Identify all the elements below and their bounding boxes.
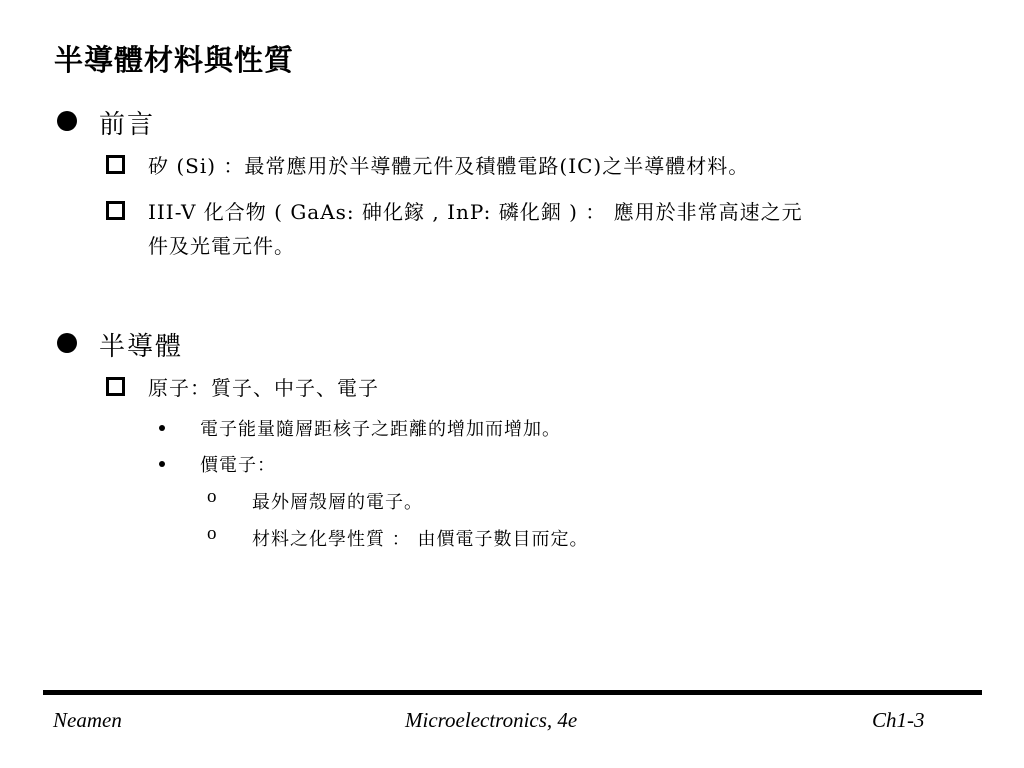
footer-author: Neamen: [53, 708, 122, 732]
footer-page-number: Ch1-3: [872, 708, 925, 732]
dot-bullet-icon: [159, 425, 165, 431]
section-heading-semiconductor: 半導體: [99, 332, 184, 362]
item-iii-v-line1: III-V 化合物 ( GaAs: 砷化鎵 , InP: 磷化銦 ) ： 應用於非常高速之元: [148, 200, 803, 224]
footer-book-title: Microelectronics, 4e: [405, 708, 578, 732]
square-bullet-icon: [106, 155, 125, 174]
circle-bullet-marker: o: [207, 523, 217, 544]
footer-divider: [43, 690, 982, 695]
subitem-energy: 電子能量隨層距核子之距離的增加而增加。: [200, 419, 561, 440]
square-bullet-icon: [106, 201, 125, 220]
dot-bullet-icon: [159, 461, 165, 467]
disc-bullet-icon: [57, 111, 77, 131]
item-atom: 原子：質子、中子、電子: [148, 376, 379, 400]
subitem-valence: 價電子：: [200, 455, 276, 476]
subsubitem-chemistry: 材料之化學性質 ： 由價電子數目而定。: [252, 529, 589, 550]
item-iii-v-line2: 件及光電元件。: [148, 234, 295, 258]
subsubitem-outer-shell: 最外層殼層的電子。: [252, 492, 423, 513]
slide-title: 半導體材料與性質: [54, 43, 295, 77]
section-heading-intro: 前言: [99, 110, 156, 140]
item-silicon: 矽 (Si) ：最常應用於半導體元件及積體電路(IC)之半導體材料。: [148, 154, 750, 178]
circle-bullet-marker: o: [207, 486, 217, 507]
disc-bullet-icon: [57, 333, 77, 353]
square-bullet-icon: [106, 377, 125, 396]
